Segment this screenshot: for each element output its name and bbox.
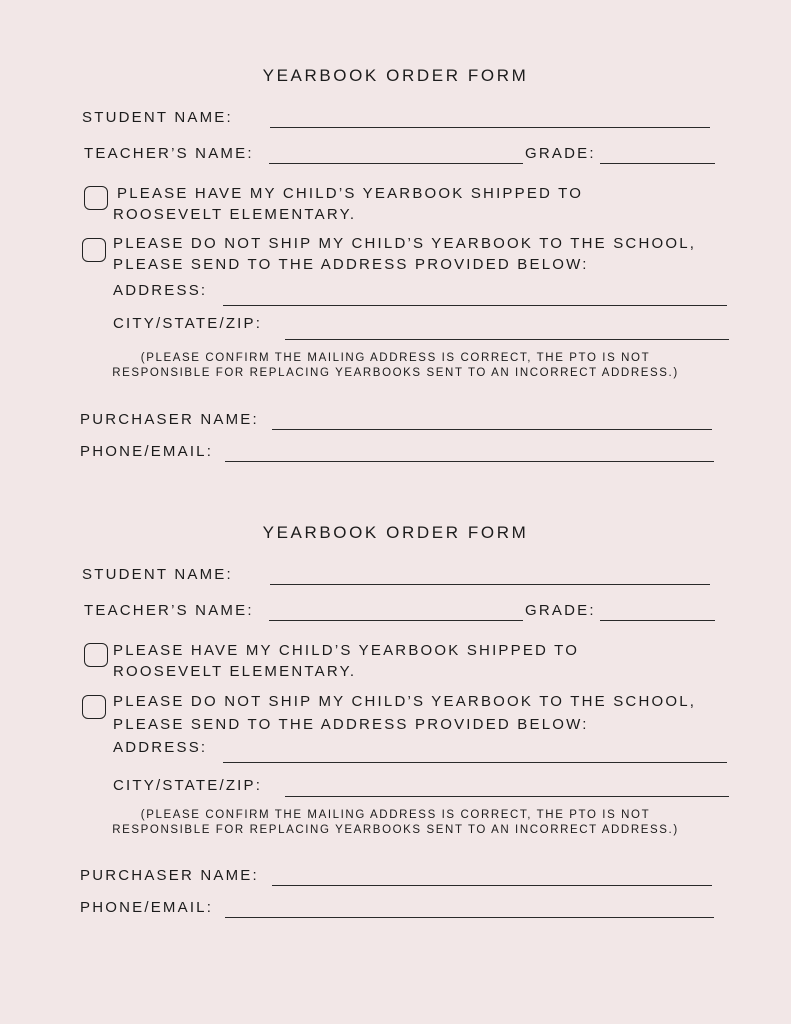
note-line2: RESPONSIBLE FOR REPLACING YEARBOOKS SENT TO AN INCORRECT ADDRESS.) — [112, 367, 679, 379]
phone-email-label: PHONE/EMAIL: — [80, 899, 214, 916]
ship-to-home-checkbox[interactable] — [82, 238, 106, 262]
note-line1: (PLEASE CONFIRM THE MAILING ADDRESS IS CORRECT, THE PTO IS NOT — [140, 809, 651, 821]
ship-to-school-label-line1: PLEASE HAVE MY CHILD’S YEARBOOK SHIPPED TO — [117, 185, 584, 202]
ship-to-school-checkbox[interactable] — [84, 186, 108, 210]
ship-to-home-label-line1: PLEASE DO NOT SHIP MY CHILD’S YEARBOOK TO THE SCHOOL, — [113, 235, 697, 252]
city-state-zip-field[interactable] — [285, 339, 729, 340]
teacher-name-label: TEACHER’S NAME: — [84, 602, 254, 619]
grade-field[interactable] — [600, 620, 715, 621]
teacher-name-label: TEACHER’S NAME: — [84, 145, 254, 162]
ship-to-school-checkbox[interactable] — [84, 643, 108, 667]
ship-to-school-label-line2: ROOSEVELT ELEMENTARY. — [113, 206, 357, 223]
address-label: ADDRESS: — [113, 282, 208, 299]
yearbook-order-form-1 — [0, 0, 791, 460]
purchaser-name-field[interactable] — [272, 885, 712, 886]
city-state-zip-label: CITY/STATE/ZIP: — [113, 315, 263, 332]
purchaser-name-field[interactable] — [272, 429, 712, 430]
teacher-name-field[interactable] — [269, 620, 523, 621]
city-state-zip-label: CITY/STATE/ZIP: — [113, 777, 263, 794]
ship-to-home-label-line2: PLEASE SEND TO THE ADDRESS PROVIDED BELOW: — [113, 256, 589, 273]
student-name-label: STUDENT NAME: — [82, 109, 233, 126]
address-field[interactable] — [223, 305, 727, 306]
ship-to-school-label-line2: ROOSEVELT ELEMENTARY. — [113, 663, 357, 680]
student-name-field[interactable] — [270, 584, 710, 585]
grade-label: GRADE: — [525, 145, 596, 162]
city-state-zip-field[interactable] — [285, 796, 729, 797]
ship-to-home-label-line1: PLEASE DO NOT SHIP MY CHILD’S YEARBOOK TO THE SCHOOL, — [113, 693, 697, 710]
grade-label: GRADE: — [525, 602, 596, 619]
phone-email-label: PHONE/EMAIL: — [80, 443, 214, 460]
ship-to-school-label-line1: PLEASE HAVE MY CHILD’S YEARBOOK SHIPPED TO — [113, 642, 580, 659]
purchaser-name-label: PURCHASER NAME: — [80, 411, 259, 428]
form-title: YEARBOOK ORDER FORM — [262, 523, 529, 542]
note-line2: RESPONSIBLE FOR REPLACING YEARBOOKS SENT TO AN INCORRECT ADDRESS.) — [112, 824, 679, 836]
mailing-address-note — [0, 808, 791, 838]
purchaser-name-label: PURCHASER NAME: — [80, 867, 259, 884]
mailing-address-note — [0, 351, 791, 381]
yearbook-order-form-2 — [0, 457, 791, 917]
ship-to-home-label-line2: PLEASE SEND TO THE ADDRESS PROVIDED BELOW: — [113, 716, 589, 733]
grade-field[interactable] — [600, 163, 715, 164]
student-name-label: STUDENT NAME: — [82, 566, 233, 583]
address-label: ADDRESS: — [113, 739, 208, 756]
address-field[interactable] — [223, 762, 727, 763]
student-name-field[interactable] — [270, 127, 710, 128]
ship-to-home-checkbox[interactable] — [82, 695, 106, 719]
form-title: YEARBOOK ORDER FORM — [262, 66, 529, 85]
note-line1: (PLEASE CONFIRM THE MAILING ADDRESS IS CORRECT, THE PTO IS NOT — [140, 352, 651, 364]
teacher-name-field[interactable] — [269, 163, 523, 164]
phone-email-field[interactable] — [225, 917, 714, 918]
